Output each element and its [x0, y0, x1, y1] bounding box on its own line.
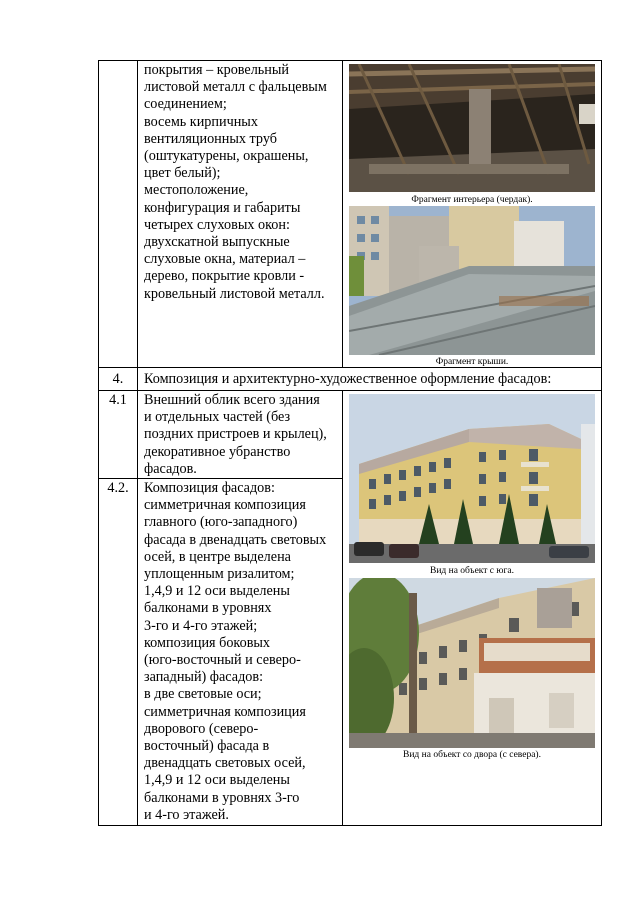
column-divider-photo — [342, 390, 343, 826]
table-border-top — [98, 60, 602, 61]
table-border-left — [98, 60, 99, 826]
row-divider — [98, 478, 343, 479]
attic-interior-photo — [349, 64, 595, 192]
external-appearance-text: Внешний облик всего здания и отдельных частей (без поздних пристроев и крылец), декоративное убранство фасадов. — [144, 392, 327, 477]
row-number: 4.2. — [107, 480, 129, 496]
table-border-right — [601, 60, 602, 826]
photo-caption: Фрагмент интерьера (чердак). — [411, 195, 533, 205]
south-view-photo — [349, 394, 595, 563]
row-number: 4. — [112, 371, 124, 387]
facade-composition-text: Композиция фасадов: симметричная композиция главного (юго-западного) фасада в двенадцать световых осей, в центре выделена уплощенным ризалитом; 1,4,9 и 12 оси выделены балконами в уровнях 3-го и 4-го этажей; композиция боковых (юго-восточный и северо- западный) фасадов: в две световые оси; симметричная композиция дворового (северо- восточный) фасада в двенадцать световых осей, 1,4,9 и 12 оси выделены балконами в уровнях 3-го и 4-го этажей. — [144, 480, 327, 823]
column-divider-photo — [342, 60, 343, 367]
row-divider — [98, 367, 602, 368]
photo-caption: Фрагмент крыши. — [435, 357, 509, 367]
courtyard-view-photo — [349, 578, 595, 748]
photo-caption: Вид на объект с юга. — [430, 566, 514, 576]
photo-caption: Вид на объект со двора (с севера). — [403, 750, 541, 760]
row-number: 4.1 — [109, 392, 127, 408]
table-border-bottom — [98, 825, 602, 826]
section-heading: Композиция и архитектурно-художественное оформление фасадов: — [144, 371, 552, 387]
column-divider-number — [137, 60, 138, 826]
roof-description-text: покрытия – кровельный листовой металл с фальцевым соединением; восемь кирпичных вентиляционных труб (оштукатурены, окрашены, цвет белый); местоположение, конфигурация и габариты четырех слуховых окон: двухскатной выпускные слуховые окна, материал – дерево, покрытие кровли - кровельный листовой металл. — [144, 62, 327, 302]
roof-photo — [349, 206, 595, 355]
row-divider — [98, 390, 602, 391]
